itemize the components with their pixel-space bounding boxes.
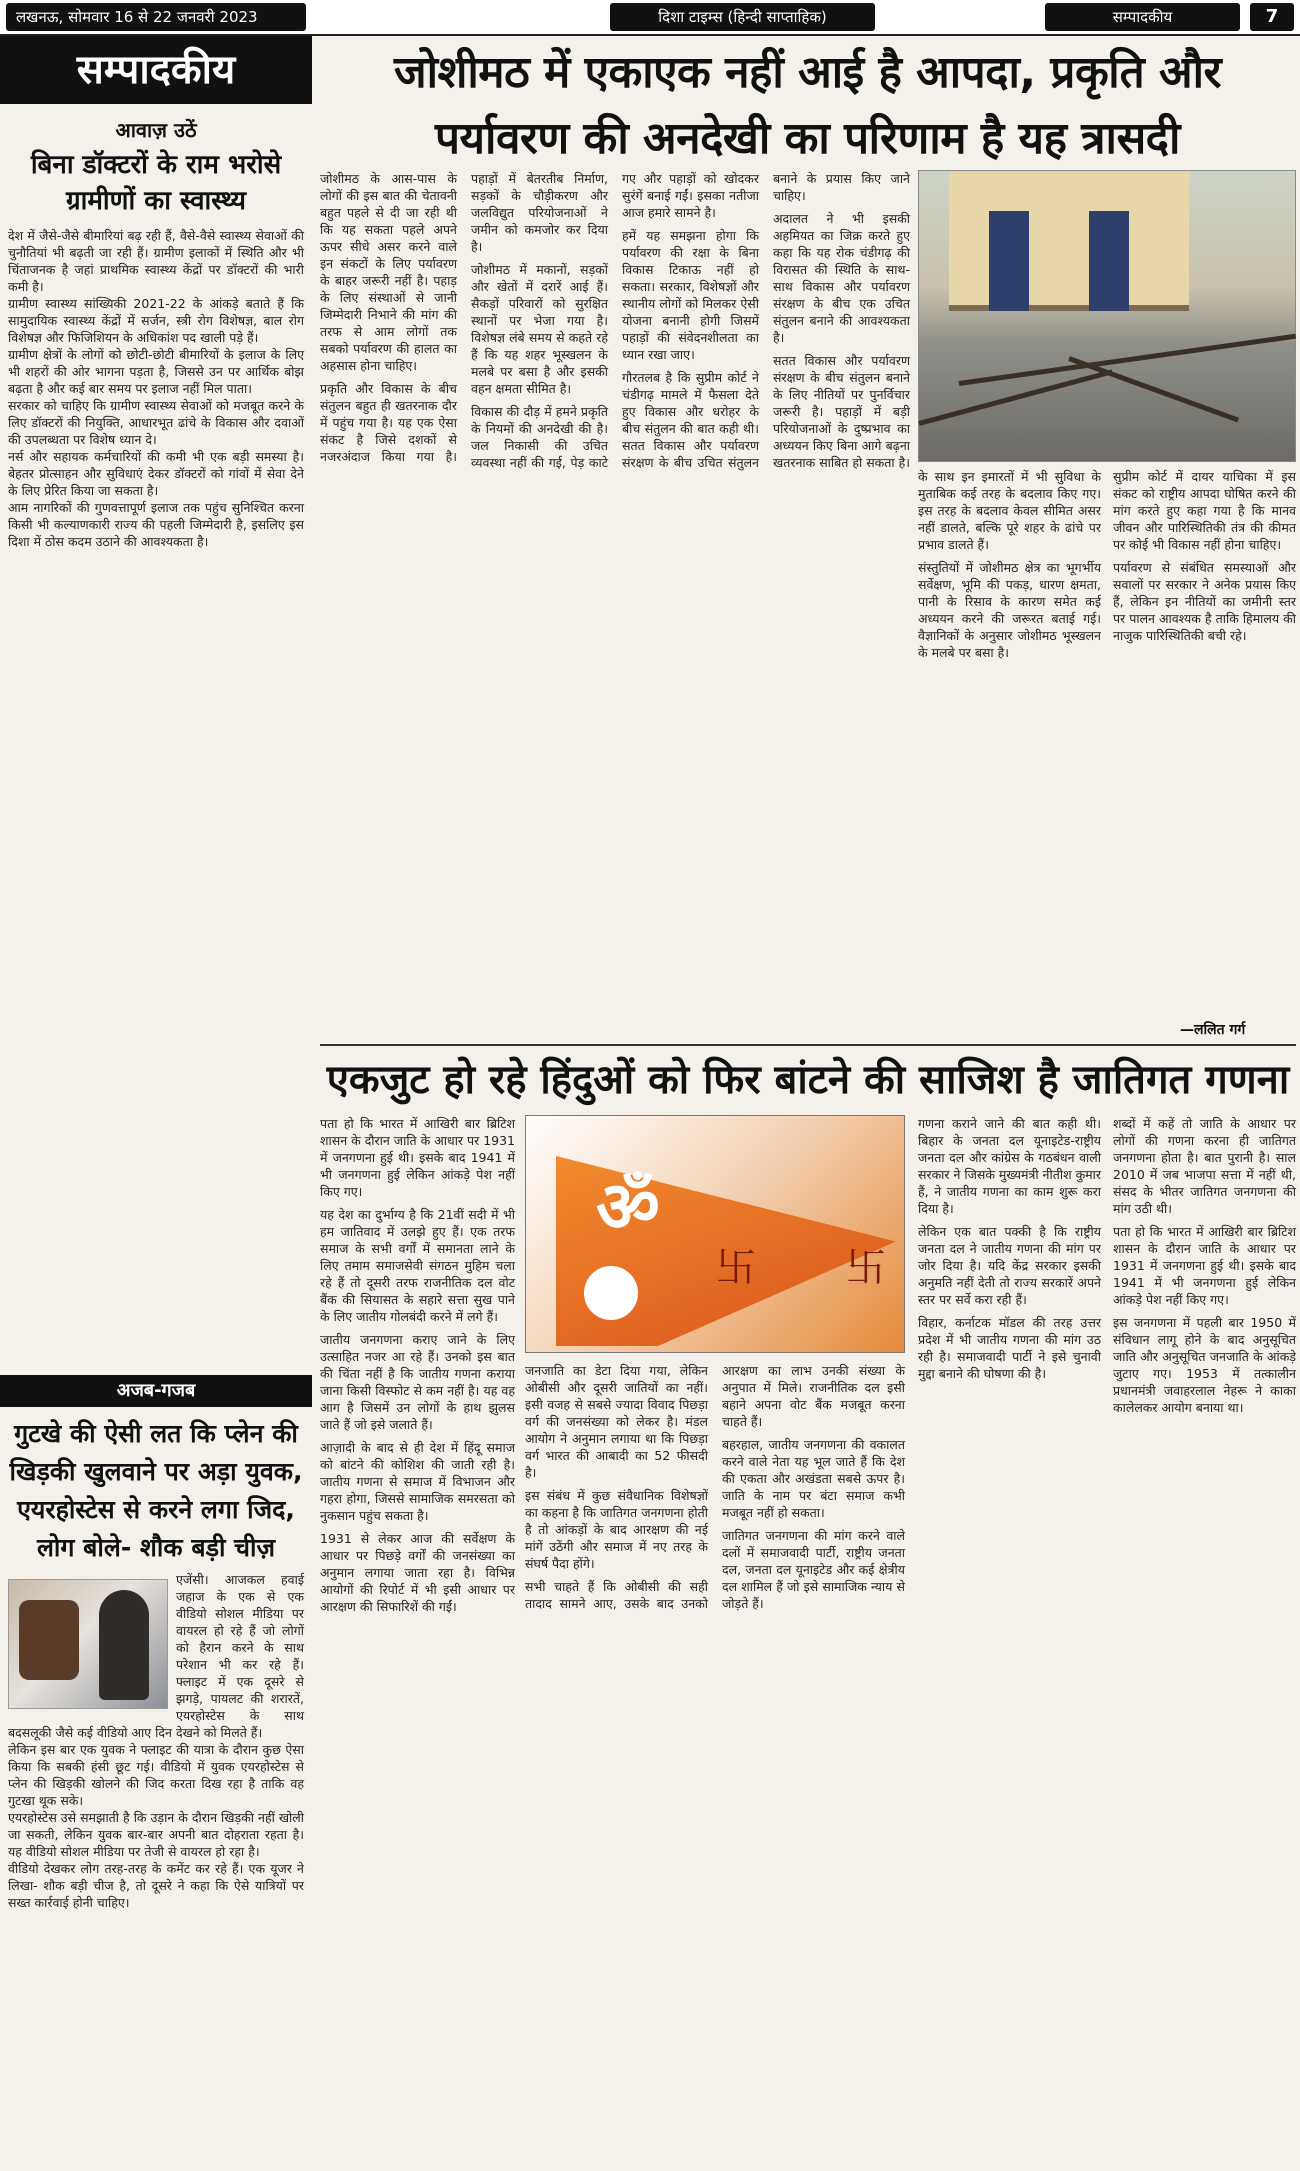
second-paragraph: पता हो कि भारत में आखिरी बार ब्रिटिश शासन के दौरान जाति के आधार पर 1931 में जनगणना हुई थी। इसके बाद 1941 में भी जनगणना हुई लेकिन आंकड़े पेश नहीं किए गए। (1113, 1224, 1296, 1307)
ajab-paragraph: एजेंसी। आजकल हवाई जहाज के एक से एक वीडियो सोशल मीडिया पर वायरल हो रहे हैं जो लोगों को हैरान करने के साथ परेशान भी कर रहे हैं। फ्लाइट में एक दूसरे से झगड़े, पायलट की शरारतें, एयरहोस्टेस के साथ बदसलूकी जैसे कई वीडियो आए दिन देखने को मिलते हैं। (8, 1572, 304, 1740)
second-paragraph: जनजाति का डेटा दिया गया, लेकिन ओबीसी और दूसरी जातियों का नहीं। इसी वजह से सबसे ज्यादा विवाद पिछड़ा वर्ग की जनसंख्या को लेकर है। मंडल आयोग ने अनुमान लगाया था कि पिछड़ा वर्ग भारत की आबादी का 52 फीसदी है। (525, 1363, 708, 1480)
second-paragraph: गणना कराने जाने की बात कही थी। बिहार के जनता दल यूनाइटेड-राष्ट्रीय जनता दल और कांग्रेस के गठबंधन वाली सरकार ने जिसके मुख्यमंत्री नीतीश कुमार हैं, ने जातीय गणना का काम शुरू करा दिया है। (918, 1116, 1101, 1216)
editorial-paragraph: विकास की दौड़ में हमने प्रकृति के नियमों की अनदेखी की है। जल निकासी की उचित व्यवस्था नहीं की गई, पेड़ काटे गए और पहाड़ों को खोदकर सुरंगें बनाई गईं। इसका नतीजा आज हमारे सामने है। (471, 171, 759, 470)
sun-emblem-icon (584, 1266, 638, 1320)
swastika-icon: 卐 (716, 1245, 756, 1291)
second-paragraph: इस संबंध में कुछ संवैधानिक विशेषज्ञों का कहना है कि जातिगत जनगणना होती है तो आंकड़ों के बाद आरक्षण की नई मांगें उठेंगी और समाज में नए तरह के संघर्ष पैदा होंगे। (525, 1488, 708, 1571)
second-paragraph: पता हो कि भारत में आखिरी बार ब्रिटिश शासन के दौरान जाति के आधार पर 1931 में जनगणना हुई थी। इसके बाद 1941 में भी जनगणना हुई लेकिन आंकड़े पेश नहीं किए गए। (320, 1116, 516, 1199)
swastika-icon: 卐 (846, 1245, 886, 1291)
second-story-column-a (320, 1115, 515, 2050)
second-story-column-c (918, 1115, 1296, 2050)
main-headline: जोशीमठ में एकाएक नहीं आई है आपदा, प्रकृति और पर्यावरण की अनदेखी का परिणाम है यह त्रासदी (393, 47, 1222, 164)
left-story-body (0, 219, 312, 1369)
cracked-ground-photo (918, 170, 1296, 462)
editorial-paragraph: गौरतलब है कि सुप्रीम कोर्ट ने चंडीगढ़ मामले में फैसला देते हुए विकास और धरोहर के बीच संतुलन की बात कही थी। सतत विकास और पर्यावरण संरक्षण के बीच उचित संतुलन बनाने के प्रयास किए जाने चाहिए। (622, 171, 910, 470)
section-label: सम्पादकीय (1045, 3, 1240, 31)
left-paragraph: ग्रामीण स्वास्थ्य सांख्यिकी 2021-22 के आंकड़े बताते हैं कि सामुदायिक स्वास्थ्य केंद्रों में सर्जन, स्त्री रोग विशेषज्ञ, बाल रोग विशेषज्ञ और फिजिशियन के अधिकांश पद खाली पड़े हैं। (8, 296, 304, 345)
editorial-paragraph: पर्यावरण से संबंधित समस्याओं और सवालों पर सरकार ने अनेक प्रयास किए हैं, लेकिन इन नीतियों का जमीनी स्तर पर पालन आवश्यक है ताकि हिमालय की नाजुक पारिस्थितिकी बची रहे। (1113, 560, 1296, 643)
section-divider (320, 1044, 1296, 1046)
editorial-paragraph: जोशीमठ के आस-पास के लोगों की इस बात की चेतावनी बहुत पहले से दी जा रही थी कि यह सकता पहले अपने ऊपर सीधे असर करने वाले इन संकटों के लिए पर्यावरण के बाहर जरूरी नहीं है। पहाड़ के लिए संस्थाओं से जानी जिम्मेदारी निभाने की मांग की तरफ से आम लोगों तक सबको पर्यावरण की हालत का अहसास होना चाहिए। (320, 171, 457, 373)
left-paragraph: सरकार को चाहिए कि ग्रामीण स्वास्थ्य सेवाओं को मजबूत करने के लिए डॉक्टरों की नियुक्ति, आधारभूत ढांचे के विकास और दवाओं की उपलब्धता पर विशेष ध्यान दे। (8, 398, 304, 447)
ground-crack (1068, 356, 1239, 422)
editorial-body (320, 170, 910, 1040)
second-paragraph: बहरहाल, जातीय जनगणना की वकालत करने वाले नेता यह भूल जाते हैं कि देश की एकता और अखंडता सबसे ऊपर है। जाति के नाम पर बंटा समाज कभी मजबूत नहीं हो सकता। (722, 1437, 905, 1520)
saffron-flag-photo (525, 1115, 905, 1353)
second-paragraph: आज़ादी के बाद से ही देश में हिंदू समाज को बांटने की कोशिश की जाती रही है। जातीय गणना से समाज में विभाजन और गहरा होगा, जिससे सामाजिक समरसता को नुकसान पहुंच सकता है। (320, 1440, 515, 1523)
paper-name: दिशा टाइम्स (हिन्दी साप्ताहिक) (610, 3, 875, 31)
second-paragraph: शब्दों में कहें तो जाति के आधार पर लोगों की गणना करना ही जातिगत जनगणना होता है। बात पुरानी है। साल 2010 में जब भाजपा सत्ता में नहीं थी, संसद के भीतर जातिगत जनगणना की मांग उठी थी। (1113, 1116, 1296, 1216)
editorial-paragraph: सुप्रीम कोर्ट में दायर याचिका में इस संकट को राष्ट्रीय आपदा घोषित करने की मांग करते हुए कहा गया है कि मानव जीवन और पारिस्थितिकी तंत्र की कीमत पर कोई भी विकास नहीं होना चाहिए। (1113, 469, 1296, 552)
editorial-paragraph: सतत विकास और पर्यावरण संरक्षण के बीच संतुलन बनाने के लिए नीतियों पर पुनर्विचार जरूरी है। पहाड़ों में बड़ी परियोजनाओं के दुष्प्रभाव का अध्ययन किए बिना आगे बढ़ना खतरनाक साबित हो सकता है। (773, 353, 910, 470)
left-kicker: आवाज़ उठें (115, 118, 197, 142)
editorial-paragraph: संस्तुतियों में जोशीमठ क्षेत्र का भूगर्भीय सर्वेक्षण, भूमि की पकड़, धारण क्षमता, पानी के रिसाव के कारण समेत कई अध्ययन करने की जरूरत बताई गई। वैज्ञानिकों के अनुसार जोशीमठ भूस्खलन के मलबे पर बसा है। (918, 560, 1101, 660)
airhostess-figure (99, 1590, 149, 1700)
second-paragraph: इस जनगणना में पहली बार 1950 में संविधान लागू होने के बाद अनुसूचित जाति और अनुसूचित जनजाति के आंकड़े जुटाए गए। 1953 में तत्कालीन प्रधानमंत्री जवाहरलाल नेहरू ने काका कालेलकर आयोग बनाया था। (1113, 1315, 1296, 1415)
second-headline: एकजुट हो रहे हिंदुओं को फिर बांटने की साजिश है जातिगत गणना (326, 1057, 1290, 1103)
left-column (0, 106, 312, 2050)
page-header (0, 0, 1300, 36)
ajab-gajab-label: अजब-गजब (0, 1375, 312, 1407)
ajab-paragraph: एयरहोस्टेस उसे समझाती है कि उड़ान के दौरान खिड़की नहीं खोली जा सकती, लेकिन युवक बार-बार अपनी बात दोहराता रहता है। यह वीडियो सोशल मीडिया पर तेजी से वायरल हो रहा है। (8, 1810, 304, 1859)
passenger-figure (19, 1600, 79, 1680)
second-story-column-b (525, 1362, 905, 2050)
issue-date: लखनऊ, सोमवार 16 से 22 जनवरी 2023 (6, 3, 306, 31)
editorial-paragraph: जोशीमठ में मकानों, सड़कों और खेतों में दरारें आई हैं। सैकड़ों परिवारों को सुरक्षित स्थानों पर भेजा गया है। विशेषज्ञ लंबे समय से कहते रहे हैं कि यह शहर भूस्खलन के मलबे पर बसा है और इसकी वहन क्षमता सीमित है। (471, 262, 608, 396)
second-paragraph: 1931 से लेकर आज की सर्वेक्षण के आधार पर पिछड़े वर्गों की जनसंख्या का अनुमान लगाया जाता रहा है। विभिन्न आयोगों की रिपोर्ट में भी इसी आधार पर आरक्षण की सिफारिशें की गईं। (320, 1531, 515, 1614)
door-shape (989, 211, 1029, 311)
author-byline: —ललित गर्ग (1180, 1022, 1246, 1038)
house-facade (949, 171, 1189, 311)
second-paragraph: जातिगत जनगणना की मांग करने वाले दलों में समाजवादी पार्टी, राष्ट्रीय जनता दल, जनता दल यूनाइटेड और कई क्षेत्रीय दल शामिल हैं जो इसे सामाजिक न्याय से जोड़ते हैं। (722, 1528, 905, 1611)
airplane-photo (8, 1579, 168, 1709)
left-paragraph: देश में जैसे-जैसे बीमारियां बढ़ रही हैं, वैसे-वैसे स्वास्थ्य सेवाओं की चुनौतियां भी बढ़ती जा रही हैं। ग्रामीण इलाकों में स्थिति और भी चिंताजनक है जहां प्राथमिक स्वास्थ्य केंद्रों पर डॉक्टरों की भारी कमी है। (8, 228, 304, 294)
om-symbol-icon: ॐ (596, 1166, 660, 1248)
second-paragraph: यह देश का दुर्भाग्य है कि 21वीं सदी में भी हम जातिवाद में उलझे हुए हैं। एक तरफ समाज के सभी वर्गों में समानता लाने के लिए तमाम समाजसेवी संगठन मुहिम चला रहे हैं तो दूसरी तरफ राजनीतिक दल वोट बैंक की सियासत के सहारे सत्ता सुख पाने के लिए जातीय गोलबंदी करने में लगे हैं। (320, 1207, 515, 1324)
ajab-paragraph: वीडियो देखकर लोग तरह-तरह के कमेंट कर रहे हैं। एक यूजर ने लिखा- शौक बड़ी चीज है, तो दूसरे ने कहा कि ऐसे यात्रियों पर सख्त कार्रवाई होनी चाहिए। (8, 1861, 304, 1910)
door-shape (1089, 211, 1129, 311)
left-paragraph: नर्स और सहायक कर्मचारियों की कमी भी एक बड़ी समस्या है। बेहतर प्रोत्साहन और सुविधाएं देकर डॉक्टरों को गांवों में सेवा देने के लिए प्रेरित किया जा सकता है। (8, 449, 304, 498)
left-paragraph: आम नागरिकों की गुणवत्तापूर्ण इलाज तक पहुंच सुनिश्चित करना किसी भी कल्याणकारी राज्य की पहली जिम्मेदारी है, इसलिए इस दिशा में ठोस कदम उठाने की आवश्यकता है। (8, 500, 304, 549)
ajab-paragraph: लेकिन इस बार एक युवक ने फ्लाइट की यात्रा के दौरान कुछ ऐसा किया कि सबकी हंसी छूट गई। वीडियो में युवक एयरहोस्टेस से प्लेन की खिड़की खोलने की जिद करता दिख रहा है ताकि वह गुटखा थूक सके। (8, 1742, 304, 1808)
editorial-paragraph: के साथ इन इमारतों में भी सुविधा के मुताबिक कई तरह के बदलाव किए गए। इस तरह के बदलाव केवल सीमित असर नहीं डालते, बल्कि पूरे शहर के ढांचे पर प्रभाव डालते हैं। (918, 469, 1101, 552)
editorial-right-body (918, 468, 1296, 1043)
second-paragraph: सभी चाहते हैं कि ओबीसी की सही तादाद सामने आए, उसके बाद उनको आरक्षण का लाभ उनकी संख्या के अनुपात में मिले। राजनीतिक दल इसी बहाने अपना वोट बैंक मजबूत करना चाहते हैं। (525, 1363, 905, 1611)
second-paragraph: जातीय जनगणना कराए जाने के लिए उत्साहित नजर आ रहे हैं। उनको इस बात की चिंता नहीं है कि जातीय गणना कराया जाना किसी विस्फोट से कम नहीं है। यह वह आग है जिसमें उन लोगों के हाथ झुलस जाते हैं जो इसे जलाते हैं। (320, 1332, 515, 1432)
second-paragraph: विहार, कर्नाटक मॉडल की तरह उत्तर प्रदेश में भी जातीय गणना की मांग उठ रही है। समाजवादी पार्टी ने इसे चुनावी मुद्दा बनाने की घोषणा की है। (918, 1315, 1101, 1381)
second-paragraph: लेकिन एक बात पक्की है कि राष्ट्रीय जनता दल ने जातीय गणना की मांग पर जोर दिया है। यदि केंद्र सरकार इसकी अनुमति नहीं देती तो राज्य सरकारें अपने स्तर पर सर्वे करा रही हैं। (918, 1224, 1101, 1307)
ajab-gajab-headline: गुटखे की ऐसी लत कि प्लेन की खिड़की खुलवाने पर अड़ा युवक, एयरहोस्टेस से करने लगा जिद, लोग बोले- शौक बड़ी चीज़ (9, 1419, 303, 1562)
page-number: 7 (1250, 3, 1294, 31)
left-paragraph: ग्रामीण क्षेत्रों के लोगों को छोटी-छोटी बीमारियों के इलाज के लिए भी शहरों की ओर भागना पड़ता है, जिससे उन पर आर्थिक बोझ बढ़ता है और कई बार समय पर इलाज नहीं मिल पाता। (8, 347, 304, 396)
editorial-masthead: सम्पादकीय (0, 36, 312, 104)
editorial-paragraph: हमें यह समझना होगा कि पर्यावरण की रक्षा के बिना विकास टिकाऊ नहीं हो सकता। सरकार, विशेषज्ञों और स्थानीय लोगों को मिलकर ऐसी योजना बनानी होगी जिसमें पहाड़ों की संवेदनशीलता का ध्यान रखा जाए। (622, 228, 759, 362)
left-headline: बिना डॉक्टरों के राम भरोसे ग्रामीणों का स्वास्थ्य (30, 150, 282, 216)
editorial-paragraph: प्रकृति और विकास के बीच संतुलन बहुत ही खतरनाक दौर में पहुंच गया है। यह एक ऐसा संकट है जिसे दशकों से नजरअंदाज किया गया है। पहाड़ों में बेतरतीब निर्माण, सड़कों के चौड़ीकरण और जलविद्युत परियोजनाओं ने जमीन को कमजोर कर दिया है। (320, 171, 608, 464)
editorial-paragraph: अदालत ने भी इसकी अहमियत का जिक्र करते हुए कहा कि यह रोक चंडीगढ़ की विरासत की स्थिति के साथ-साथ विकास और पर्यावरण संरक्षण के बीच एक उचित संतुलन बनाने की आवश्यकता है। (773, 211, 910, 345)
